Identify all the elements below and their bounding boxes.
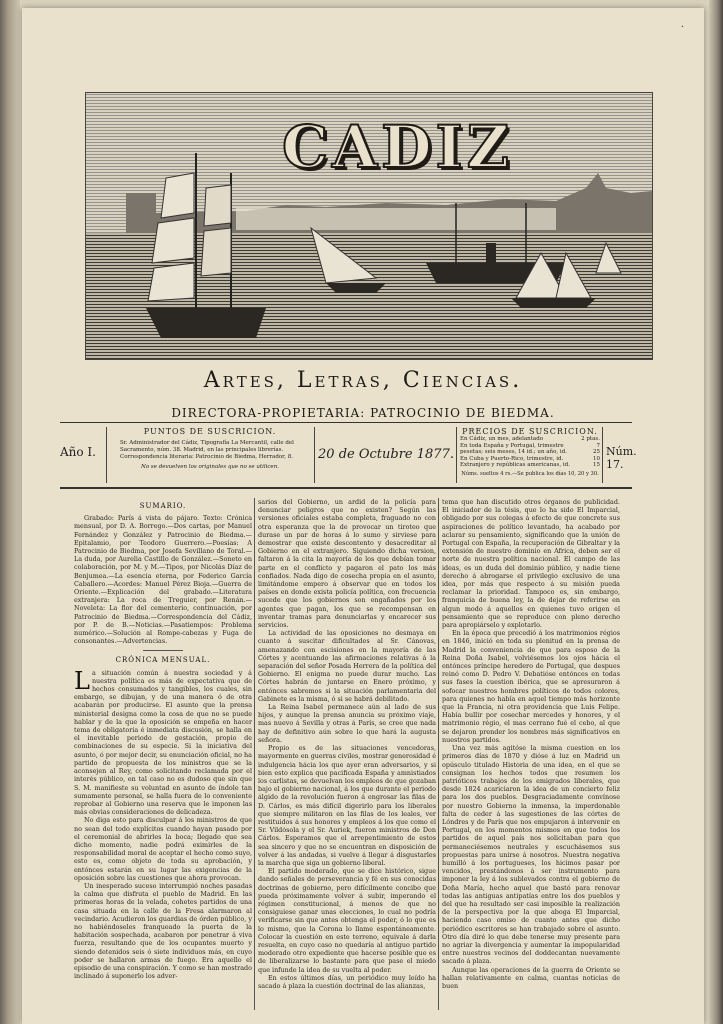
article-paragraph: En la época que precedió á los matrimonios régios en 1846, inició en toda su plenitud en la prensa de Madrid la conveniencia de que para esposo de la Reina Doña Isabel, volviésemos los ojos hácia el entónces príncipe heredero de Portugal, que despues reinó como D. Pedro V. Debatióse entónces en todas sus fases la cuestion ibérica, que se apresuraron á sofocar nuestros hombres políticos de todos colores, para quienes no había en aquel tiempo más horizonte que la Francia, ni otra providencia que Luis Felipe. Había bullir por cosechar mercedes y honores, y el matrimonio régio, el mas cerrano fué el cebo, al que se dejaron prender los nombres más significativos en nuestros partidos. [442,629,620,744]
article-paragraph: Una vez más agitóse la misma cuestion en los primeros días de 1870 y dióse á luz en Madrid un opúsculo titulado Historia de una idea, en el que se consignan los hechos todos que resumen los patrióticos trabajos de los emigrados liberales, que desde 1824 acariciaron la idea de un concierto feliz para los dos pueblos. Desgraciadamente convínose por nuestro Gobierno la inmensa, la imperdonable falta de ceder á las sugestiones de las córtes de Lóndres y de París que nos empujaron á intervenir en Portugal, en los momentos mismos en que todos los partidos de aquel país nos solicitaban para que permaneciésemos neutrales y escuchásemos sus propuestas para unirse á nosotros. Nuestra negativa humilló á los portugueses, los hicimos pasar por vencidos, prestándonos á ser instrumento para imponer la ley á los sublevados contra el gobierno de Doña María, hecho aquel que bastó para renovar todas las antiguas antipatías entre los dos pueblos y del que ha resultado ser casi imposible la realización de la perspectiva por la que aboga El Imparcial, haciendo caso omiso de cuanto antes que dicho periódico escritores se han trabajado sobre el asunto. Otro día diré lo que debe tenerse muy presente para no agriar la divergencia y aumentar la impopularidad entre nuestros vecinos del doddecantan nuevamente sacado á plaza. [442,744,620,966]
price-row [460,462,600,469]
divider [106,427,107,483]
price-value: 2 ptas. [581,436,600,442]
divider [314,427,315,483]
column-rule [254,498,255,1010]
price-value: 10 [593,455,600,462]
price-value: 15 [593,462,600,469]
info-bar [60,422,637,489]
price-place: Extranjero y repúblicas americanas, id. [460,462,570,469]
price-row [460,436,600,443]
issue-date: 20 de Octubre 1877. [318,447,454,462]
column-3 [442,498,620,1010]
issue-number: Núm. 17. [606,445,637,471]
article-paragraph: La actividad de las oposiciones no desmaya en cuanto á suscitar dificultades al Sr. Cánovas, amenazando con escisiones en la mayoría de las Córtes y acentuando las afirmaciones relativas á la separación del señor Posada Herrera de la política del Gobierno. El enigma no puede durar mucho. Las Córtes habrán de juntarse en Enero próximo, y entónces sabremos si la situación parlamentaria del Gabinete es la misma, ó si se habrá debilitado. [258,629,436,703]
price-place: En Cuba y Puerto-Rico, trimestre, id. [460,455,564,462]
year-label: Año I. [60,445,96,459]
prices-heading: PRECIOS DE SUSCRICION. [462,427,598,436]
director-line: DIRECTORA-PROPIETARIA: PATROCINIO DE BIEDMA. [171,406,555,420]
drop-cap: L [74,666,90,695]
chronicle-paragraph: a situación común á nuestra sociedad y á nuestra política es más de expectativa que de hechos consumados y tangibles, los cuales, sin embargo, se dibujan, y de una manera ó de otra acabarán por producirse. El asunto que la prensa ministerial designa como la cosa de que no se puede hablar y de la que la oposición se empeña en hacer tema de obligatoria é inmediata discusión, se halla en el inevitable periodo de gestación, propio de combinaciones de su especie. Si la iniciativa del asunto, ó por mejor decir, su enunciación oficial, no ha partido de propuesta de los ministros que se la aconsejen al Rey, como solicitando reclamada por el interés público, en tal caso no es dudoso que sin que S. M. manifieste su voluntad en asunto de índole tan sumamente personal, se halla fuera de lo conveniente reprobar al Gobierno una reserva que le imponen las más obvias consideraciones de delicadeza. [74,668,252,817]
city-buildings [236,208,556,230]
column-rule [438,498,439,1010]
subscription-text: Sr. Administrador del Cádiz, Tipografía La Mercantil, calle del Sacramento, núm. 38. Madrid, en las principales librerías. Correspondencia literaria: Patrocinio de Biedma, Herrador, 8. [120,440,294,460]
prices-note: Núms. sueltos 4 rs.—Se publica los días 10, 20 y 30. [461,470,599,477]
masthead-subtitle: Artes, Letras, Ciencias. [203,368,523,393]
page-mark: · [680,22,684,33]
article-paragraph: Aunque las operaciones de la guerra de Oriente se hallan relativamente en calma, cuantas noticias de buen [442,965,620,990]
chronicle-paragraph: Un inesperado suceso interrumpió noches pasadas la calma que disfruta el pueblo de Madrid. En las primeras horas de la velada, cohetes partidos de una casa situada en la calle de la Fresa alarmaron al vecindario. Acudieron los guardias de órden público, y no habiéndoseles franqueado la puerta de la habitación sospechada, acabaron por penetrar á viva fuerza, resultando que de los ocupantes muerto y siendo detenidos seis ó siete individuos más, en cuyo poder se hallaron armas de fuego. Era aquello el episodio de una conspiración. Y como se han mostrado inclinado á suponerlo los adver- [74,881,252,981]
price-value: 7 [596,442,600,449]
article-paragraph: tema que han discutido otros órganos de publicidad. El iniciador de la tésis, que lo ha sido El Imparcial, obligado por sus colegas á efecto de que concrete sus aspiraciones de político levantado, ha acabado por aclarar su pensamiento, significando que la unión de Portugal con España, la recuperación de Gibraltar y la extensión de nuestro dominio en Africa, deben ser el norte de nuestra política nacional. El campo de las ideas, es un duda del dominio público, y nadie tiene derecho á abrogarse el privilegio exclusivo de una idea, por más que respecto á su misión pueda reclamar la prioridad. Tampoco es, sin embargo, franquicia de buena ley, la de dejar de referirse en algun modo á aquellos en quienes tuvo origen el pensamiento que se reproduce con pleno derecho para apropiárselo y explotarlo. [442,498,620,630]
article-paragraph: La Reina Isabel permanece aún al lado de sus hijos, y aunque la prensa anuncia su próximo viaje, mas nuevo á Sevilla y otras á París, se cree que nada hay de definitivo aún sobre lo que hará la augusta señora. [258,703,436,744]
article-paragraph: El partido moderado, que se dice histórico, sigue dando señales de perseverancia y fé en sus conocidas doctrinas de gobierno, pero difícilmente concibo que pueda próximamente volver á subir, imperando el régimen constitucional, á menos de que no consiguiese ganar unas elecciones, lo cual no podría verificarse sin que antes obtenga el poder, ó lo que es lo mismo, que la Corona lo llame espontáneamente. Colocar la cuestión en este terreno, equivale á darla resuelta, en cuyo caso no quedaría al antiguo partido moderado otro expediente que hacerse posible que es de liberalizarse lo bastante para que pase el miedo que infunde la idea de su vuelta al poder. [258,867,436,974]
price-value: 25 [593,449,600,456]
column-1 [74,498,252,1010]
subscription-heading: PUNTOS DE SUSCRICION. [143,427,277,436]
divider [602,427,603,483]
summary-heading: SUMARIO. [139,502,187,510]
book-binding [0,0,20,1024]
page-edge [709,0,723,1024]
article-paragraph: Propio es de las situaciones vencedoras, mayormente en guerras civiles, mostrar generosidad é indulgencia hácia los que ayer eran adversarios, y si bien esto explica que pacificada España y amnistiados los carlistas, se devuelvan los empleos de que gozaban bajo el gobierno nacional, á los que durante el periodo álgido de la revolución fueron á engrosar las filas de D. Cárlos, es más difícil digerirlo para los liberales que siempre militaron en las filas de los leales, ver restituidos á sus honores y empleos á los que como el Sr. Vildósola y el Sr. Auriek, fueron ministros de Don Cárlos. Esperamos que el arrepentimiento de estos sea sincero y que no se encuentran en disposición de volver á las andadas, si vuelve á llegar á disgustarles la marcha que siga un gobierno liberal. [258,744,436,867]
column-2 [258,498,436,1010]
price-place: En toda España y Portugal, trimestre [460,442,564,449]
price-place: En Cádiz, un mes, adelantado [460,436,544,442]
price-place: pesetas; seis meses, 14 id.; un año, id. [460,449,567,456]
article-paragraph: En estos últimos días, un periódico muy leído ha sacado á plaza la cuestión doctrinal de las alianzas, [258,973,436,990]
section-divider [143,650,183,651]
newspaper-page [22,8,704,1024]
subscription-points [110,423,310,487]
chronicle-heading: CRÓNICA MENSUAL. [115,656,211,665]
chronicle-paragraph: No diga esto para disculpar á los ministros de que no sean del todo explícitos cuando hayan pasado por el ceremonial de abrirles la boca; llegado que sea dicho momento, nadie podrá eximirles de la responsabilidad moral de aceptar el hecho como suyo, esto es, como objeto de toda su aprobación, y entónces estarán en su lugar las exigencias de la oposición sobre las cuestiones que ahora provocan. [74,816,252,882]
subscription-note: No se devuelven los originales que no se utilicen. [141,464,279,470]
subscription-prices [460,423,600,487]
price-row [460,449,600,456]
summary-text: Grabado: París á vista de pájaro. Texto: Crónica mensual, por D. A. Borrego.—Dos cartas, por Manuel Fernández y González y Patrocinio de Biedma.—Epitalamio, por Teodoro Guerrero.—Poesías: A Patrocinio de Biedma, por Josefa Sevillano de Toral.—La duda, por Aurelia Castillo de González.—Soneto en colaboración, por M. y M.—Tipos, por Nicolás Díaz de Benjumea.—La esencia eterna, por Federico García Caballero.—Acordes: Manuel Pérez Bioja.—Guerra de Oriente.—Explicación del grabado.—Literatura extranjera: La roca de Treguier, por Renán.—Noveleta: La flor del cementerio, continuación, por Patrocinio de Biedma.—Correspondencia del Cádiz, por P. de B.—Noticias.—Pasatiempos: Problema numérico.—Solución al Rompe-cabezas y Fuga de consonantes.—Advertencias. [74,514,252,646]
masthead-title: CADIZ [282,113,513,181]
divider [456,427,457,483]
article-paragraph: sarios del Gobierno, un ardid de la policía para denunciar peligros que no existen? Según las versiones oficiales estaba completa, fraguado no con otra esperanza que la de provocar un tiroteo que durase un par de horas á lo sumo y sirviese para demostrar que existe descontento y desacreditar al Gobierno en el extranjero. Siguiendo dicha version, faltaron á la cita la mayoría de los que debían tomar parte en el conflicto y pagaron el pato los más confiados. Nada digo de cosecha propia en el asunto, limitándome empero á observar que en todos los países en donde exista policía política, con frecuencia sucede que los gobiernos son engañados por los agentes que pagan, los que se recompensan en inventar tramas para denunciarlas y encarecer sus servicios. [258,498,436,630]
masthead-engraving [85,92,653,360]
